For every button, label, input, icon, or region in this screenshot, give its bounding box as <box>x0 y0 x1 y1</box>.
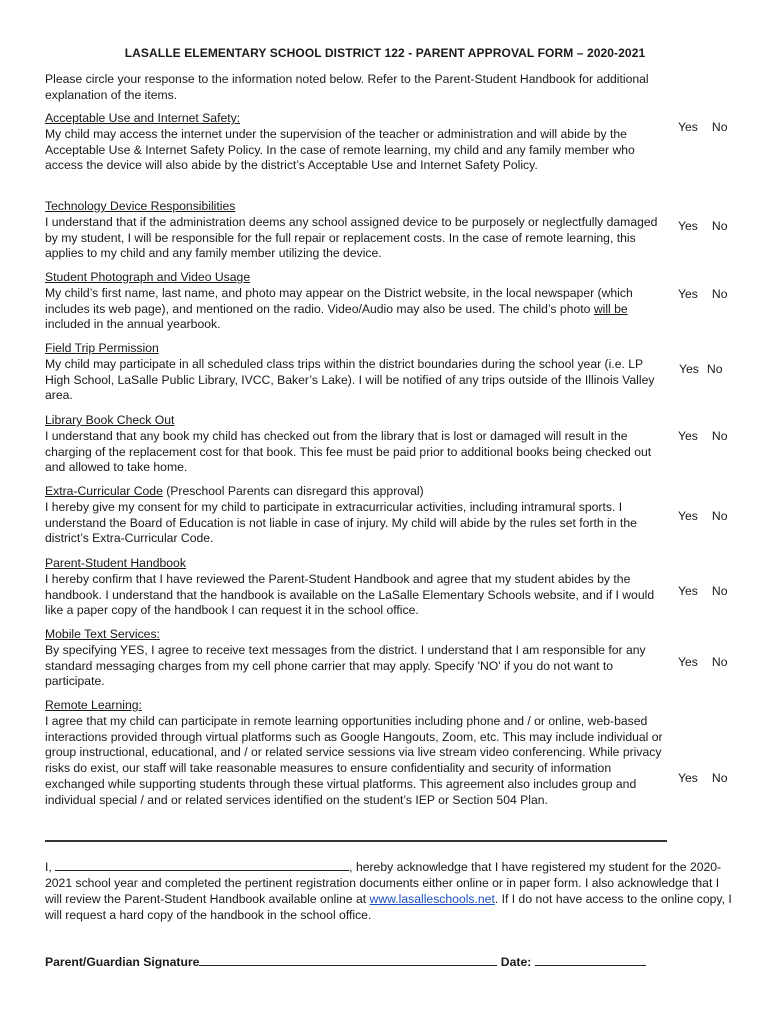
section-body: I understand that if the administration deems any school assigned device to be purposely or neglectfully damaged by my student, I will be responsible for the full repair or replacement costs. In the case of remote learning, this applies to my child and any family member utilizing the device. <box>45 214 658 261</box>
section-title: Extra-Curricular Code <box>45 484 163 498</box>
section-body: My child may participate in all scheduled class trips within the district boundaries during the school year (i.e. LP High School, LaSalle Public Library, IVCC, Baker’s Lake). I will be notified of any trips outside of the Illinois Valley area. <box>45 356 655 403</box>
section-mobile-text <box>45 627 670 690</box>
no-option[interactable]: No <box>711 509 728 523</box>
acknowledgement-paragraph: I, , hereby acknowledge that I have registered my student for the 2020-2021 school year and completed the pertinent registration documents either online or in paper form. I also acknowledge that I will review the Parent-Student Handbook available online at www.lasalleschools.net. If I do not have access to the online copy, I will request a hard copy of the handbook in the school office. <box>45 860 732 922</box>
section-extra-curricular <box>45 484 670 547</box>
section-body: My child may access the internet under the supervision of the teacher or administration and will abide by the Acceptable Use & Internet Safety Policy. In the case of remote learning, my child and any family member who access the device will also abide by the district’s Acceptable Use and Internet Safety Policy. <box>45 126 635 173</box>
section-title: Technology Device Responsibilities <box>45 199 236 213</box>
divider-line <box>45 840 667 842</box>
section-handbook <box>45 556 670 619</box>
yes-option[interactable]: Yes <box>678 509 698 523</box>
yes-option[interactable]: Yes <box>678 120 698 134</box>
section-title: Library Book Check Out <box>45 413 175 427</box>
no-option[interactable]: No <box>711 287 728 301</box>
yes-no-choice <box>678 771 727 785</box>
section-title: Student Photograph and Video Usage <box>45 270 251 284</box>
section-title-row <box>45 484 670 500</box>
section-body: I hereby give my consent for my child to participate in extracurricular activities, including intramural sports. I understand the Board of Education is not liable in case of injury. My child will abide by the rules set forth in the district’s Extra-Curricular Code. <box>45 499 637 546</box>
yes-no-choice <box>678 655 727 669</box>
yes-option[interactable]: Yes <box>679 362 699 376</box>
section-photo-video <box>45 270 670 333</box>
yes-option[interactable]: Yes <box>678 287 698 301</box>
section-field-trip <box>45 341 670 404</box>
yes-option[interactable]: Yes <box>678 219 698 233</box>
yes-option[interactable]: Yes <box>678 584 698 598</box>
date-field[interactable] <box>535 955 646 966</box>
section-title: Field Trip Permission <box>45 341 159 355</box>
yes-no-choice <box>679 362 722 376</box>
section-body: My child’s first name, last name, and photo may appear on the District website, in the local newspaper (which includes its web page), and mentioned on the radio. Video/Audio may also be used. The child’s photo will be included in the annual yearbook. <box>45 285 633 332</box>
section-library <box>45 413 670 476</box>
section-title: Mobile Text Services: <box>45 627 160 641</box>
no-option[interactable]: No <box>706 362 723 376</box>
yes-no-choice <box>678 509 727 523</box>
no-option[interactable]: No <box>711 219 728 233</box>
yes-no-choice <box>678 287 727 301</box>
section-body: I understand that any book my child has checked out from the library that is lost or damaged will result in the charging of the replacement cost for that book. This fee must be paid prior to additional books being checked out and allowed to take home. <box>45 428 652 475</box>
section-body: I agree that my child can participate in remote learning opportunities including phone and / or online, web-based interactions provided through virtual platforms such as Google Hangouts, Zoom, etc. This may include individual or group instructional, educational, and / or related service sessions via live stream video conferencing. While privacy risks do exist, our staff will take reasonable measures to ensure confidentiality and security of information exchanged while supporting students through these virtual platforms. This agreement also includes group and individual special / and or related services identified on the student’s IEP or Section 504 Plan. <box>45 713 663 807</box>
section-title: Acceptable Use and Internet Safety: <box>45 111 241 125</box>
signature-field[interactable] <box>199 955 497 966</box>
intro-text: Please circle your response to the information noted below. Refer to the Parent-Student Handbook for additional explanation of the items. <box>45 72 649 102</box>
yes-option[interactable]: Yes <box>678 429 698 443</box>
section-technology-device <box>45 199 670 262</box>
school-website-link[interactable]: www.lasalleschools.net <box>369 892 495 906</box>
section-title: Remote Learning: <box>45 698 142 712</box>
signature-label: Parent/Guardian Signature <box>45 955 200 969</box>
parent-name-field[interactable] <box>55 860 349 871</box>
yes-no-choice <box>678 120 727 134</box>
date-label: Date: <box>497 955 535 969</box>
yes-no-choice <box>678 584 727 598</box>
signature-line <box>45 955 735 969</box>
form-title: LASALLE ELEMENTARY SCHOOL DISTRICT 122 - PARENT APPROVAL FORM – 2020-2021 <box>124 46 646 60</box>
yes-option[interactable]: Yes <box>678 655 698 669</box>
emphasis-will-be: will be <box>593 301 628 316</box>
no-option[interactable]: No <box>711 771 728 785</box>
yes-no-choice <box>678 219 727 233</box>
section-title-note: (Preschool Parents can disregard this approval) <box>162 484 424 498</box>
yes-no-choice <box>678 429 727 443</box>
yes-option[interactable]: Yes <box>678 771 698 785</box>
no-option[interactable]: No <box>711 120 728 134</box>
section-acceptable-use <box>45 111 670 174</box>
section-body: I hereby confirm that I have reviewed the Parent-Student Handbook and agree that my student abides by the handbook. I understand that the handbook is available on the LaSalle Elementary Schools website, and if I would like a paper copy of the handbook I can request it in the school office. <box>45 571 655 618</box>
no-option[interactable]: No <box>711 655 728 669</box>
section-title: Parent-Student Handbook <box>45 556 186 570</box>
no-option[interactable]: No <box>711 429 728 443</box>
section-body: By specifying YES, I agree to receive text messages from the district. I understand that I am responsible for any standard messaging charges from my cell phone carrier that may apply. Specify 'NO' if you do not want to participate. <box>45 642 646 689</box>
no-option[interactable]: No <box>711 584 728 598</box>
section-remote-learning <box>45 698 670 809</box>
